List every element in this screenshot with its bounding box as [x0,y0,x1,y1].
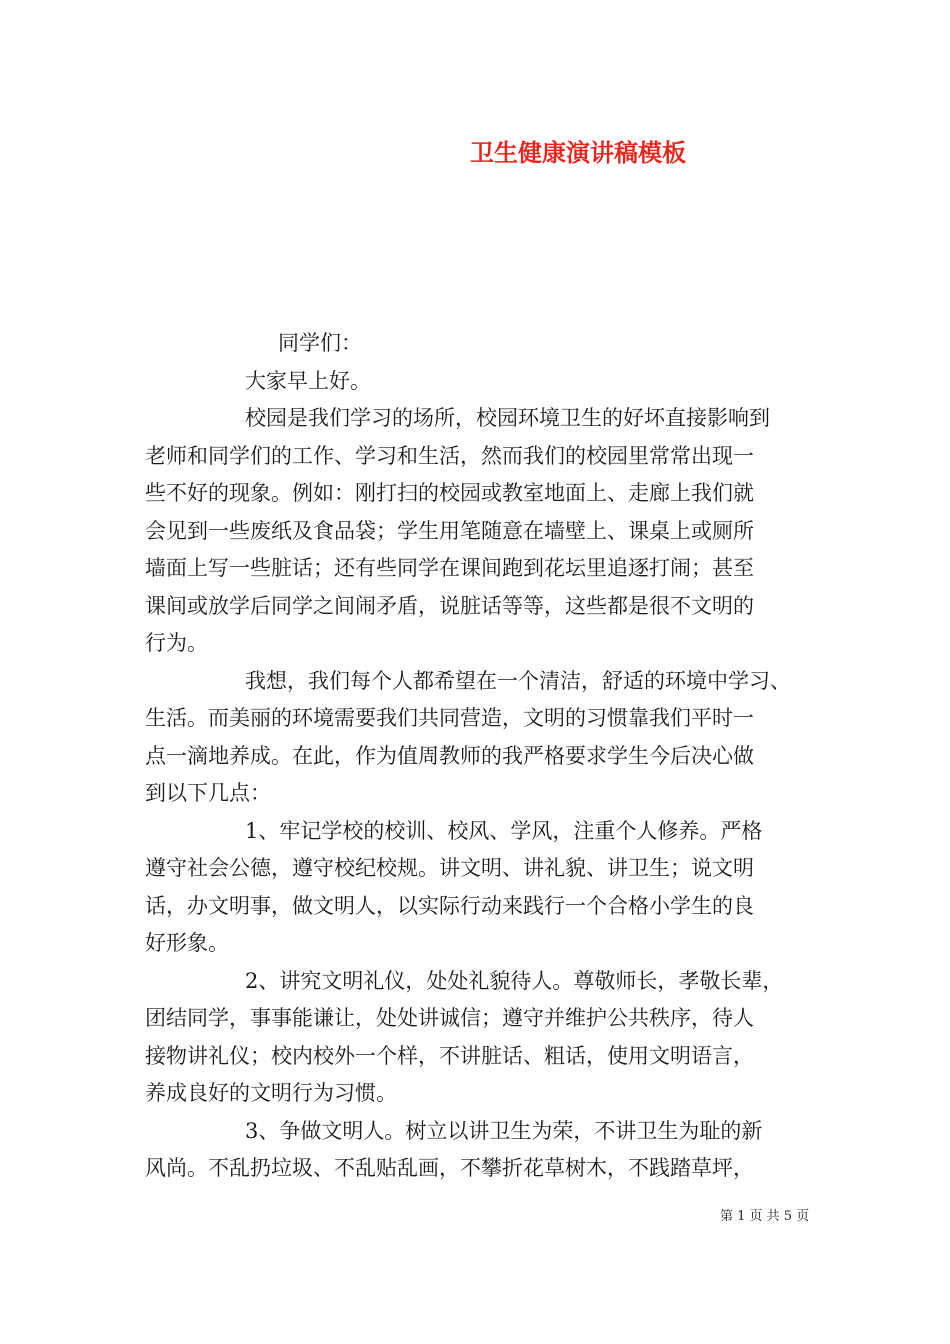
paragraph-line: 到以下几点： [145,781,271,805]
list-item-line: 1、牢记学校的校训、校风、学风，注重个人修养。严格 [245,818,763,843]
paragraph-line: 行为。 [145,631,208,655]
greeting-line: 同学们： [278,331,362,355]
paragraph-line: 点一滴地养成。在此，作为值周教师的我严格要求学生今后决心做 [145,743,754,768]
paragraph-line: 些不好的现象。例如：刚打扫的校园或教室地面上、走廊上我们就 [145,481,754,505]
paragraph-line: 墙面上写一些脏话；还有些同学在课间跑到花坛里追逐打闹；甚至 [145,556,754,580]
paragraph-line: 老师和同学们的工作、学习和生活，然而我们的校园里常常出现一 [145,443,754,468]
list-item-line: 团结同学，事事能谦让，处处讲诚信；遵守并维护公共秩序，待人 [145,1006,754,1030]
paragraph-line: 课间或放学后同学之间闹矛盾，说脏话等等，这些都是很不文明的 [145,593,754,618]
list-item-line: 好形象。 [145,931,229,955]
paragraph-line: 校园是我们学习的场所，校园环境卫生的好坏直接影响到 [245,406,770,430]
list-item-line: 话，办文明事，做文明人，以实际行动来践行一个合格小学生的良 [145,893,754,918]
list-item-line: 3、争做文明人。树立以讲卫生为荣，不讲卫生为耻的新 [245,1118,763,1143]
list-item-line: 风尚。不乱扔垃圾、不乱贴乱画，不攀折花草树木，不践踏草坪， [145,1156,754,1180]
paragraph-line: 我想，我们每个人都希望在一个清洁，舒适的环境中学习、 [245,668,791,693]
list-item-line: 养成良好的文明行为习惯。 [145,1081,397,1105]
paragraph-line: 生活。而美丽的环境需要我们共同营造，文明的习惯靠我们平时一 [145,706,754,730]
list-item-line: 接物讲礼仪；校内校外一个样，不讲脏话、粗话，使用文明语言， [145,1043,754,1068]
page-footer: 第 1 页 共 5 页 [720,1209,810,1224]
document-body [145,325,835,1188]
document-title: 卫生健康演讲稿模板 [470,138,686,167]
salutation-line: 大家早上好。 [245,368,371,393]
list-item-line: 2、讲究文明礼仪，处处礼貌待人。尊敬师长，孝敬长辈， [245,968,784,993]
list-item-line: 遵守社会公德，遵守校纪校规。讲文明、讲礼貌、讲卫生；说文明 [145,856,754,880]
paragraph-line: 会见到一些废纸及食品袋；学生用笔随意在墙壁上、课桌上或厕所 [145,518,754,543]
